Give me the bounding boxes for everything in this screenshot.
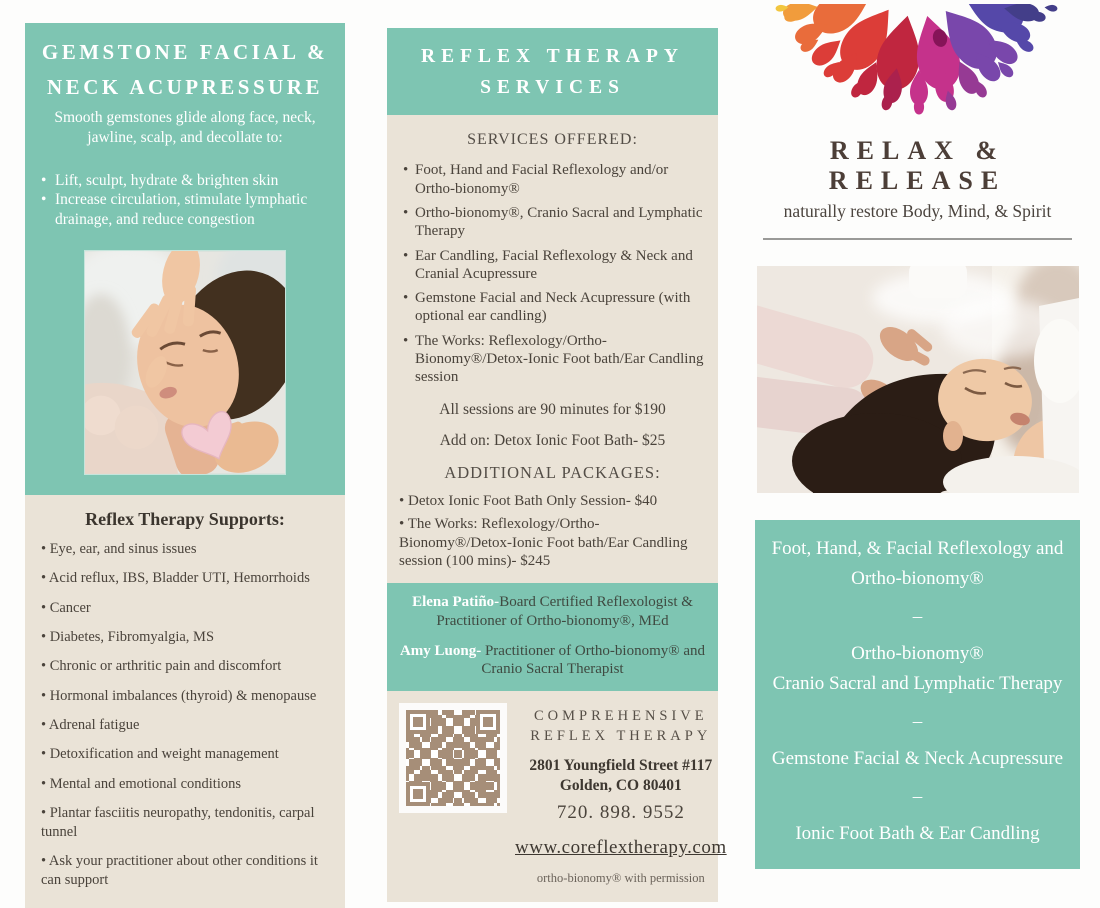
summary-item: Ionic Foot Bath & Ear Candling (795, 823, 1040, 845)
session-price-note: All sessions are 90 minutes for $190 (439, 400, 666, 418)
panel-gemstone-facial (25, 23, 345, 908)
summary-item: Gemstone Facial & Neck Acupressure (771, 748, 1064, 770)
gemstone-subtitle: Smooth gemstones glide along face, neck, jawline, scalp, and decollate to: (54, 109, 316, 147)
list-item: • Adrenal fatigue (41, 716, 329, 735)
brand-title: RELAX & RELEASE (828, 136, 1007, 195)
panel-reflex-services (387, 28, 727, 902)
list-item: • Ear Candling, Facial Reflexology & Neck and Cranial Acupressure (401, 247, 704, 284)
qr-finder-square (406, 710, 430, 734)
supports-list (41, 540, 329, 890)
divider-line (763, 238, 1072, 240)
list-item: • Acid reflux, IBS, Bladder UTI, Hemorrhoids (41, 569, 329, 588)
practitioner-elena (397, 593, 708, 631)
services-body (387, 115, 727, 902)
gemstone-teal-block (25, 23, 345, 495)
org-name (515, 707, 727, 746)
contact-section (399, 703, 727, 886)
address-line2: Golden, CO 80401 (559, 777, 682, 795)
services-title-line1: REFLEX THERAPY (421, 46, 684, 67)
brand-tagline: naturally restore Body, Mind, & Spirit (783, 201, 1052, 221)
list-item: • The Works: Reflexology/Ortho-Bionomy®/Detox-Ionic Foot bath/Ear Candling session (401, 332, 704, 387)
gemstone-title (39, 35, 331, 104)
list-item: • Chronic or arthritic pain and discomfort (41, 657, 329, 676)
org-name-line2: REFLEX THERAPY (530, 727, 712, 744)
separator-dash: – (912, 711, 923, 733)
website-link[interactable]: www.coreflextherapy.com (515, 837, 727, 859)
list-item: • Increase circulation, stimulate lymphatic drainage, and reduce congestion (41, 190, 329, 230)
addon-price-note: Add on: Detox Ionic Foot Bath- $25 (439, 431, 666, 449)
qr-finder-square (406, 782, 430, 806)
head-massage-photo (757, 266, 1079, 493)
summary-item-line: Cranio Sacral and Lymphatic Therapy (772, 673, 1063, 695)
gemstone-title-line2: NECK ACUPRESSURE (47, 74, 323, 99)
watercolor-droplet-logo (773, 4, 1063, 122)
practitioner-name: Amy Luong- (399, 642, 482, 659)
qr-code[interactable] (399, 703, 507, 813)
phone-number: 720. 898. 9552 (556, 802, 685, 824)
list-item: • Gemstone Facial and Neck Acupressure (with optional ear candling) (401, 289, 704, 326)
gua-sha-facial-photo (84, 250, 286, 475)
summary-item: Foot, Hand, & Facial Reflexology and Ortho-bionomy® (771, 538, 1064, 590)
list-item: • Detox Ionic Foot Bath Only Session- $40 (399, 492, 706, 511)
panel-relax-release (755, 0, 1080, 869)
services-list (399, 161, 706, 386)
contact-details (507, 703, 727, 886)
list-item: • Plantar fasciitis neuropathy, tendonitis, carpal tunnel (41, 804, 329, 842)
separator-dash: – (912, 786, 923, 808)
practitioner-amy (397, 642, 708, 680)
services-summary-box (755, 520, 1080, 869)
list-item: • Lift, sculpt, hydrate & brighten skin (41, 171, 329, 191)
list-item: • Detoxification and weight management (41, 745, 329, 764)
practitioner-credentials: Board Certified Reflexologist & Practitioner of Ortho-bionomy®, MEd (436, 594, 693, 629)
services-title-line2: SERVICES (480, 77, 625, 99)
supports-block (25, 495, 345, 908)
list-item: • Diabetes, Fibromyalgia, MS (41, 628, 329, 647)
address-line1: 2801 Youngfield Street #117 (529, 757, 713, 775)
supports-heading: Reflex Therapy Supports: (85, 509, 285, 530)
gemstone-benefits-list (39, 171, 331, 230)
practitioner-name: Elena Patiño- (412, 594, 500, 611)
services-title (393, 41, 712, 103)
gemstone-title-line1: GEMSTONE FACIAL & (41, 40, 329, 64)
separator-dash: – (912, 606, 923, 628)
list-item: • Hormonal imbalances (thyroid) & menopause (41, 687, 329, 706)
list-item: • Mental and emotional conditions (41, 775, 329, 794)
list-item: • Ortho-bionomy®, Cranio Sacral and Lymphatic Therapy (401, 204, 704, 241)
summary-item-line: Ortho-bionomy® (851, 643, 984, 665)
practitioners-box (387, 583, 718, 691)
practitioner-credentials: Practitioner of Ortho-bionomy® and Cranio Sacral Therapist (481, 642, 706, 678)
trademark-permission-note: ortho-bionomy® with permission (536, 871, 705, 886)
list-item: • Ask your practitioner about other conditions it can support (41, 852, 329, 890)
org-name-line1: COMPREHENSIVE (533, 708, 708, 725)
services-offered-heading: SERVICES OFFERED: (467, 131, 638, 149)
list-item: • Eye, ear, and sinus issues (41, 540, 329, 559)
list-item: • The Works: Reflexology/Ortho-Bionomy®/Detox-Ionic Foot bath/Ear Candling session (100 mins)- $245 (399, 515, 706, 571)
list-item: • Cancer (41, 599, 329, 618)
summary-item (763, 639, 1072, 699)
list-item: • Foot, Hand and Facial Reflexology and/or Ortho-bionomy® (401, 161, 704, 198)
services-header (387, 28, 718, 115)
qr-finder-square (476, 710, 500, 734)
packages-heading: ADDITIONAL PACKAGES: (444, 462, 661, 482)
street-address (515, 756, 727, 796)
